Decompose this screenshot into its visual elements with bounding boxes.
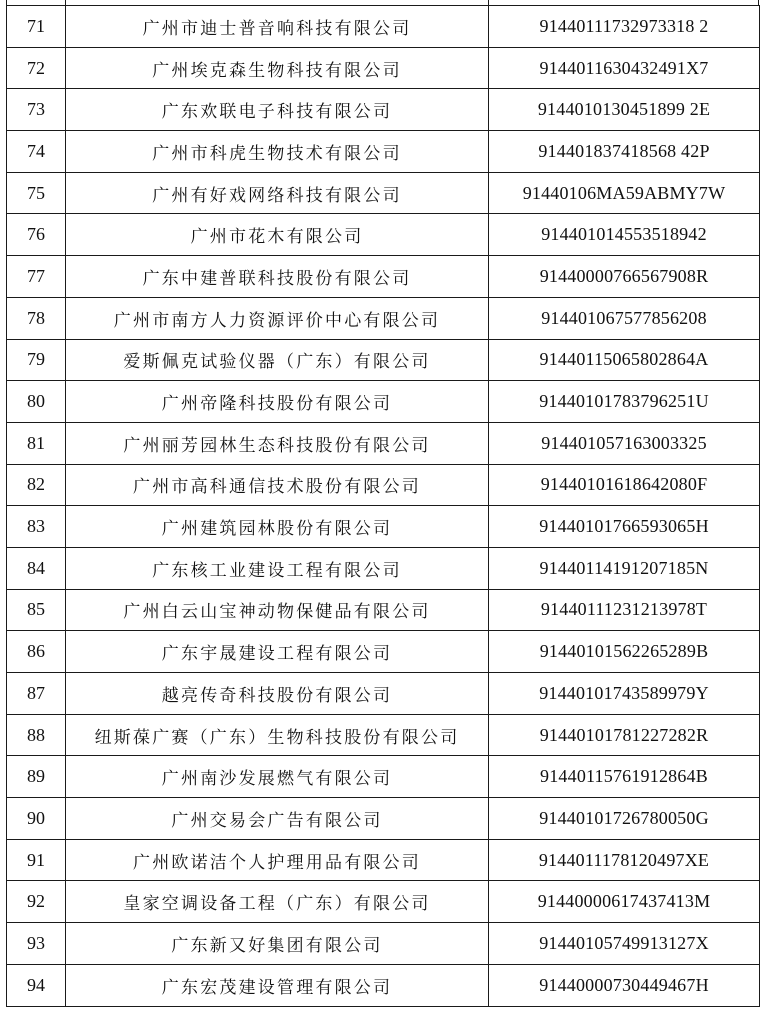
row-number: 84 xyxy=(7,547,66,589)
credit-code: 914401067577856208 xyxy=(489,297,760,339)
credit-code: 91440105749913127X xyxy=(489,923,760,965)
credit-code: 91440000617437413M xyxy=(489,881,760,923)
table-row xyxy=(7,47,760,89)
row-number: 89 xyxy=(7,756,66,798)
credit-code: 9144011630432491X7 xyxy=(489,47,760,89)
table-row xyxy=(7,673,760,715)
row-number: 82 xyxy=(7,464,66,506)
table-row xyxy=(7,923,760,965)
company-name: 广东宏茂建设管理有限公司 xyxy=(66,964,489,1006)
row-number: 78 xyxy=(7,297,66,339)
row-number: 92 xyxy=(7,881,66,923)
company-name: 爱斯佩克试验仪器（广东）有限公司 xyxy=(66,339,489,381)
credit-code: 91440000730449467H xyxy=(489,964,760,1006)
company-name: 广东新又好集团有限公司 xyxy=(66,923,489,965)
company-name: 广州白云山宝神动物保健品有限公司 xyxy=(66,589,489,631)
credit-code: 91440111732973318 2 xyxy=(489,6,760,48)
row-number: 71 xyxy=(7,6,66,48)
company-name: 广东欢联电子科技有限公司 xyxy=(66,89,489,131)
table-row xyxy=(7,131,760,173)
credit-code: 91440101618642080F xyxy=(489,464,760,506)
row-number: 88 xyxy=(7,714,66,756)
table-row xyxy=(7,756,760,798)
row-number: 91 xyxy=(7,839,66,881)
company-name: 广州南沙发展燃气有限公司 xyxy=(66,756,489,798)
table-row xyxy=(7,839,760,881)
company-name: 广州有好戏网络科技有限公司 xyxy=(66,172,489,214)
company-name: 皇家空调设备工程（广东）有限公司 xyxy=(66,881,489,923)
company-name: 广东中建普联科技股份有限公司 xyxy=(66,256,489,298)
table-row xyxy=(7,422,760,464)
row-number: 73 xyxy=(7,89,66,131)
company-name: 广州交易会广告有限公司 xyxy=(66,798,489,840)
credit-code: 91440115761912864B xyxy=(489,756,760,798)
row-number: 94 xyxy=(7,964,66,1006)
table-row xyxy=(7,964,760,1006)
table-row xyxy=(7,89,760,131)
credit-code: 91440101781227282R xyxy=(489,714,760,756)
company-registry-table xyxy=(6,5,760,1007)
company-name: 广东宇晟建设工程有限公司 xyxy=(66,631,489,673)
table-row xyxy=(7,714,760,756)
company-name: 广州帝隆科技股份有限公司 xyxy=(66,381,489,423)
credit-code: 91440114191207185N xyxy=(489,547,760,589)
company-name: 广东核工业建设工程有限公司 xyxy=(66,547,489,589)
table-row xyxy=(7,214,760,256)
company-name: 越亮传奇科技股份有限公司 xyxy=(66,673,489,715)
row-number: 72 xyxy=(7,47,66,89)
table-row xyxy=(7,256,760,298)
company-name: 广州丽芳园林生态科技股份有限公司 xyxy=(66,422,489,464)
credit-code: 91440101726780050G xyxy=(489,798,760,840)
table-row xyxy=(7,172,760,214)
credit-code: 91440101783796251U xyxy=(489,381,760,423)
row-number: 77 xyxy=(7,256,66,298)
credit-code: 91440101562265289B xyxy=(489,631,760,673)
company-name: 广州市迪士普音响科技有限公司 xyxy=(66,6,489,48)
row-number: 86 xyxy=(7,631,66,673)
company-name: 广州市花木有限公司 xyxy=(66,214,489,256)
table-row xyxy=(7,381,760,423)
row-number: 76 xyxy=(7,214,66,256)
company-name: 广州埃克森生物科技有限公司 xyxy=(66,47,489,89)
table-row xyxy=(7,6,760,48)
table-row xyxy=(7,547,760,589)
table-row xyxy=(7,631,760,673)
row-number: 83 xyxy=(7,506,66,548)
credit-code: 9144010130451899 2E xyxy=(489,89,760,131)
row-number: 74 xyxy=(7,131,66,173)
credit-code: 91440106MA59ABMY7W xyxy=(489,172,760,214)
row-number: 80 xyxy=(7,381,66,423)
table-row xyxy=(7,798,760,840)
row-number: 85 xyxy=(7,589,66,631)
table-row xyxy=(7,589,760,631)
company-name: 纽斯葆广赛（广东）生物科技股份有限公司 xyxy=(66,714,489,756)
row-number: 87 xyxy=(7,673,66,715)
row-number: 75 xyxy=(7,172,66,214)
company-name: 广州建筑园林股份有限公司 xyxy=(66,506,489,548)
row-number: 93 xyxy=(7,923,66,965)
company-name: 广州市高科通信技术股份有限公司 xyxy=(66,464,489,506)
credit-code: 914401014553518942 xyxy=(489,214,760,256)
table-row xyxy=(7,339,760,381)
company-name: 广州欧诺洁个人护理用品有限公司 xyxy=(66,839,489,881)
table-row xyxy=(7,464,760,506)
row-number: 79 xyxy=(7,339,66,381)
table-row xyxy=(7,881,760,923)
credit-code: 91440115065802864A xyxy=(489,339,760,381)
company-name: 广州市南方人力资源评价中心有限公司 xyxy=(66,297,489,339)
credit-code: 914401057163003325 xyxy=(489,422,760,464)
table-row xyxy=(7,297,760,339)
row-number: 81 xyxy=(7,422,66,464)
credit-code: 91440101743589979Y xyxy=(489,673,760,715)
company-name: 广州市科虎生物技术有限公司 xyxy=(66,131,489,173)
table-body xyxy=(7,6,760,1007)
table-row xyxy=(7,506,760,548)
credit-code: 91440000766567908R xyxy=(489,256,760,298)
credit-code: 914401837418568 42P xyxy=(489,131,760,173)
credit-code: 91440111231213978T xyxy=(489,589,760,631)
credit-code: 9144011178120497XE xyxy=(489,839,760,881)
row-number: 90 xyxy=(7,798,66,840)
credit-code: 91440101766593065H xyxy=(489,506,760,548)
